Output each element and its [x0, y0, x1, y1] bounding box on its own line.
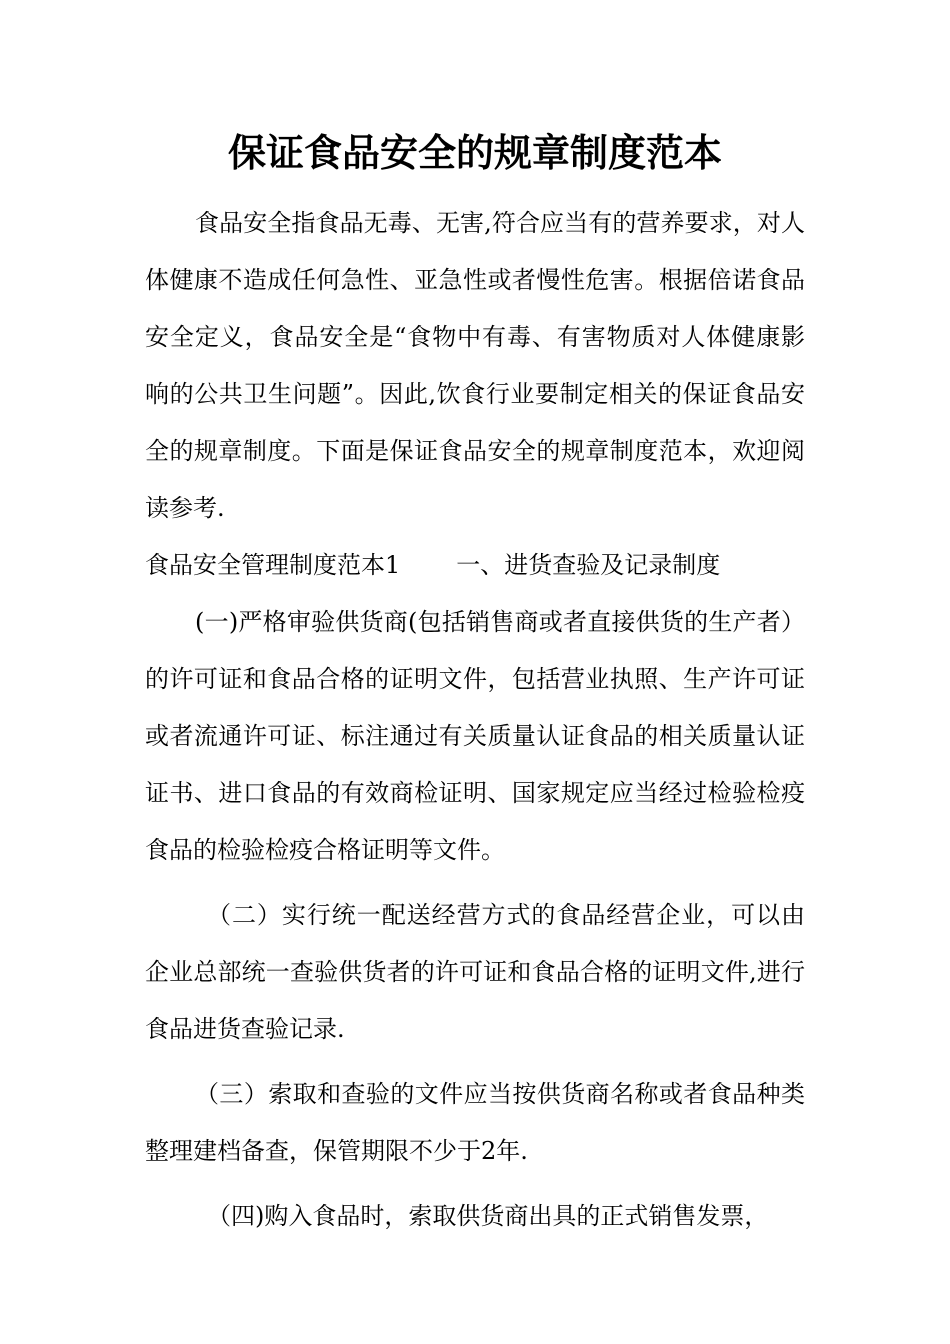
- document-title: 保证食品安全的规章制度范本: [227, 130, 722, 175]
- section-label: 食品安全管理制度范本1: [145, 551, 401, 579]
- item-paragraph-4: （四)购入食品时，索取供货商出具的正式销售发票，: [207, 1202, 769, 1230]
- item-paragraph-2: （二）实行统一配送经营方式的食品经营企业，可以由企业总部统一查验供货者的许可证和食品合格的证明文件,进行食品进货查验记录.: [145, 901, 805, 1043]
- document-body: [145, 195, 805, 1245]
- section-heading-line: [145, 537, 805, 594]
- intro-paragraph: 食品安全指食品无毒、无害,符合应当有的营养要求，对人体健康不造成任何急性、亚急性或者慢性危害。根据倍诺食品安全定义，食品安全是“食物中有毒、有害物质对人体健康影响的公共卫生问题”。因此,饮食行业要制定相关的保证食品安全的规章制度。下面是保证食品安全的规章制度范本，欢迎阅读参考.: [145, 209, 805, 522]
- item-paragraph-1: (一)严格审验供货商(包括销售商或者直接供货的生产者）的许可证和食品合格的证明文件，包括营业执照、生产许可证或者流通许可证、标注通过有关质量认证食品的相关质量认证证书、进口食品的有效商检证明、国家规定应当经过检验检疫食品的检验检疫合格证明等文件。: [145, 608, 805, 864]
- section-heading: 一、进货查验及记录制度: [456, 551, 721, 579]
- item-paragraph-3: （三）索取和查验的文件应当按供货商名称或者食品种类整理建档备查，保管期限不少于2年.: [145, 1080, 805, 1165]
